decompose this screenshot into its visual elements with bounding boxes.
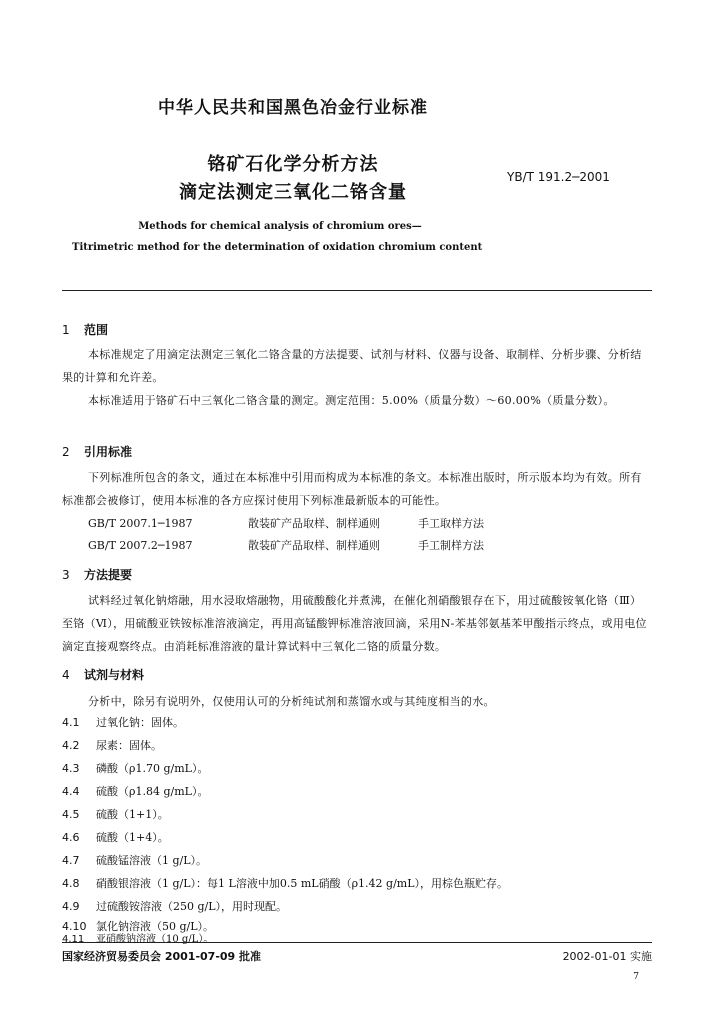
section-2-paragraph-1: 下列标准所包含的条文，通过在本标准中引用而构成为本标准的条文。本标准出版时，所示版本均为有效。所有标准都会被修订，使用本标准的各方应探讨使用下列标准最新版本的可能性。 bbox=[62, 471, 642, 507]
list-item-number: 4.1 bbox=[62, 716, 80, 729]
standard-number: YB/T 191.2─2001 bbox=[507, 170, 610, 184]
list-item-number: 4.11 bbox=[62, 934, 85, 945]
section-4-number: 4 bbox=[62, 668, 70, 682]
header-divider bbox=[62, 290, 652, 291]
list-item-number: 4.8 bbox=[62, 877, 80, 890]
english-title-line-2: Titrimetric method for the determination of oxidation chromium content bbox=[72, 242, 483, 253]
list-item bbox=[62, 737, 162, 753]
approval-info: 国家经济贸易委员会 2001-07-09 批准 bbox=[62, 950, 262, 963]
list-item-number: 4.10 bbox=[62, 920, 87, 933]
list-item-text: 硫酸（1+4）。 bbox=[96, 831, 169, 844]
list-item bbox=[62, 875, 508, 891]
section-1-title: 范围 bbox=[84, 323, 109, 337]
section-1-paragraph-2: 本标准适用于铬矿石中三氧化二铬含量的测定。测定范围：5.00%（质量分数）～60.00%（质量分数）。 bbox=[88, 394, 615, 407]
list-item-text: 亚硝酸钠溶液（10 g/L）。 bbox=[96, 934, 214, 945]
list-item-text: 尿素：固体。 bbox=[96, 739, 162, 752]
list-item bbox=[62, 852, 207, 868]
list-item-text: 硫酸（ρ1.84 g/mL）。 bbox=[96, 785, 209, 798]
section-1-paragraph-1: 本标准规定了用滴定法测定三氧化二铬含量的方法提要、试剂与材料、仪器与设备、取制样、分析步骤、分析结果的计算和允许差。 bbox=[62, 348, 642, 384]
reference-1-code: GB/T 2007.1─1987 bbox=[88, 517, 193, 530]
list-item-number: 4.3 bbox=[62, 762, 80, 775]
reference-1-desc: 手工取样方法 bbox=[418, 517, 484, 530]
list-item bbox=[62, 760, 208, 776]
page-number: 7 bbox=[633, 972, 639, 982]
list-item-number: 4.6 bbox=[62, 831, 80, 844]
section-2-title: 引用标准 bbox=[84, 445, 133, 459]
section-2-heading bbox=[62, 443, 132, 460]
list-item bbox=[62, 930, 213, 945]
list-item-text: 过氧化钠：固体。 bbox=[96, 716, 184, 729]
english-title-line-1: Methods for chemical analysis of chromium ores— bbox=[138, 221, 422, 232]
section-3-paragraph-1: 试料经过氧化钠熔融，用水浸取熔融物，用硫酸酸化并煮沸，在催化剂硝酸银存在下，用过硫酸铵氧化铬（Ⅲ）至铬（Ⅵ），用硫酸亚铁铵标准溶液滴定，再用高锰酸钾标准溶液回滴，采用N-苯基邻氨基苯甲酸指示终点，或用电位滴定直接观察终点。由消耗标准溶液的量计算试料中三氧化二铬的质量分数。 bbox=[62, 594, 647, 653]
list-item bbox=[62, 806, 169, 822]
section-3-heading bbox=[62, 566, 132, 583]
title-line-2: 滴定法测定三氧化二铬含量 bbox=[179, 182, 407, 203]
reference-2-name: 散装矿产品取样、制样通则 bbox=[248, 539, 380, 552]
list-item bbox=[62, 829, 169, 845]
reference-2-desc: 手工制样方法 bbox=[418, 539, 484, 552]
list-item-text: 氯化钠溶液（50 g/L）。 bbox=[96, 920, 215, 933]
section-1-heading bbox=[62, 321, 108, 338]
list-item-text: 过硫酸铵溶液（250 g/L），用时现配。 bbox=[96, 900, 288, 913]
list-item-number: 4.9 bbox=[62, 900, 80, 913]
list-item-text: 硝酸银溶液（1 g/L）：每1 L溶液中加0.5 mL硝酸（ρ1.42 g/mL），用棕色瓶贮存。 bbox=[96, 877, 509, 890]
section-4-paragraph-1: 分析中，除另有说明外，仅使用认可的分析纯试剂和蒸馏水或与其纯度相当的水。 bbox=[88, 695, 495, 708]
title-line-1: 铬矿石化学分析方法 bbox=[207, 154, 379, 175]
list-item-number: 4.4 bbox=[62, 785, 80, 798]
standard-organization: 中华人民共和国黑色冶金行业标准 bbox=[158, 98, 428, 118]
list-item-number: 4.2 bbox=[62, 739, 80, 752]
reference-2-code: GB/T 2007.2─1987 bbox=[88, 539, 193, 552]
section-1-number: 1 bbox=[62, 323, 70, 337]
section-4-title: 试剂与材料 bbox=[84, 668, 145, 682]
list-item-text: 磷酸（ρ1.70 g/mL）。 bbox=[96, 762, 209, 775]
section-3-number: 3 bbox=[62, 568, 70, 582]
list-item-number: 4.5 bbox=[62, 808, 80, 821]
list-item-text: 硫酸（1+1）。 bbox=[96, 808, 169, 821]
list-item bbox=[62, 898, 287, 914]
section-4-heading bbox=[62, 666, 144, 683]
list-item bbox=[62, 714, 184, 730]
list-item bbox=[62, 783, 208, 799]
reference-1-name: 散装矿产品取样、制样通则 bbox=[248, 517, 380, 530]
section-2-number: 2 bbox=[62, 445, 70, 459]
reference-1 bbox=[88, 515, 484, 531]
reference-2 bbox=[88, 537, 484, 553]
effective-date: 2002-01-01 实施 bbox=[562, 950, 652, 963]
list-item-number: 4.7 bbox=[62, 854, 80, 867]
section-3-title: 方法提要 bbox=[84, 568, 133, 582]
list-item-text: 硫酸锰溶液（1 g/L）。 bbox=[96, 854, 208, 867]
